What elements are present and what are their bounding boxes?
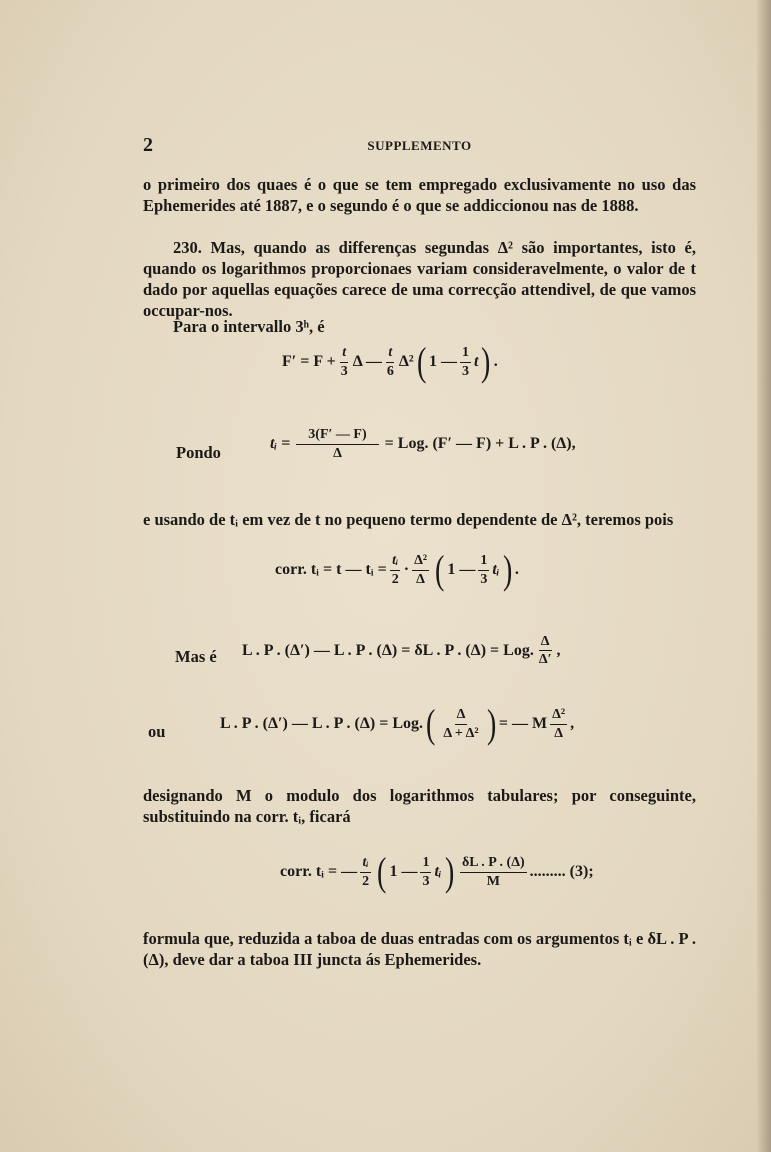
- f6-lparen: (: [377, 849, 387, 894]
- f3-rparen: ): [502, 547, 512, 592]
- f6-eq: ......... (3);: [529, 863, 594, 880]
- formula-corr-3: [280, 849, 594, 894]
- f6-num3: δL . P . (Δ): [460, 855, 527, 872]
- paragraph-230: 230. Mas, quando as differenças segundas Δ² são importantes, isto é, quando os logarithmos proporcionaes variam consideravelmente, o valor de t dado por aquellas equações carece de uma correcção attendivel, de que vamos occupar-nos.: [143, 238, 696, 320]
- f1-tail: t: [474, 353, 479, 370]
- paragraph-1: o primeiro dos quaes é o que se tem empregado exclusivamente no uso das Ephemerides até 1887, e o segundo é o que se addiccionou nas de 1888.: [143, 175, 696, 215]
- f3-lparen: (: [435, 547, 445, 592]
- f6-tail: tᵢ: [434, 863, 442, 880]
- page-number: 2: [143, 134, 153, 156]
- f5-lparen: (: [426, 701, 436, 746]
- f6-den3: M: [486, 873, 500, 889]
- f5-den2: Δ: [554, 725, 563, 741]
- formula-t-sub: [270, 427, 576, 462]
- formula-f-prime: F′ = F + $\frac{t}{3}$ Δ — $\frac{t}{6}$ Δ² ( 1 — $\frac{1}{3}$ t ) .: [282, 339, 498, 384]
- f1-frac-t6: [385, 345, 396, 379]
- f1-den3: 3: [462, 363, 469, 379]
- f1-lparen: (: [416, 339, 427, 384]
- f1-one-minus: 1 —: [429, 353, 457, 370]
- running-head: SUPPLEMENTO: [367, 138, 472, 153]
- f6-num2: 1: [420, 855, 431, 872]
- f5-frac: [441, 707, 480, 741]
- f6-num: tᵢ: [360, 855, 370, 872]
- paragraph-intervallo: Para o intervallo 3ʰ, é: [173, 317, 325, 336]
- f1-den2: 6: [386, 363, 394, 379]
- f6-frac-t2: [360, 855, 371, 889]
- f5-num2: Δ²: [550, 707, 567, 724]
- f3-num2: Δ²: [412, 553, 429, 570]
- f3-one-minus: 1 —: [447, 561, 476, 578]
- f2-lhs: tᵢ =: [270, 435, 291, 453]
- f6-frac-lp: [460, 855, 527, 889]
- f4-lhs: L . P . (Δ′) — L . P . (Δ) = δL . P . (Δ) = Log.: [242, 641, 534, 659]
- f1-num: t: [340, 345, 348, 362]
- label-mas-e: Mas é: [175, 647, 217, 666]
- f3-tail: tᵢ: [492, 561, 500, 578]
- f5-mid: = — M: [498, 715, 548, 732]
- f5-rparen: ): [486, 701, 496, 746]
- f2-den: Δ: [333, 446, 342, 462]
- f3-frac-d: [412, 553, 429, 587]
- f4-frac: [537, 634, 554, 668]
- f3-frac-t2: [390, 553, 401, 587]
- f6-den2: 3: [422, 873, 430, 889]
- f3-lhs: corr. tᵢ = t — tᵢ =: [275, 561, 387, 578]
- f6-den: 2: [362, 873, 370, 889]
- f6-rparen: ): [444, 849, 454, 894]
- f5-den: Δ + Δ²: [443, 725, 479, 741]
- label-ou: ou: [148, 722, 166, 741]
- f1-num3: 1: [460, 345, 471, 362]
- f1-delta2: Δ²: [398, 353, 414, 370]
- f4-num: Δ: [539, 634, 552, 651]
- f6-frac-13: [420, 855, 431, 889]
- f1-lhs: F′ = F +: [282, 353, 336, 370]
- f5-frac2: [550, 707, 567, 741]
- f1-frac-13: [460, 345, 471, 379]
- f1-delta: Δ —: [352, 353, 382, 370]
- f6-lhs: corr. tᵢ = —: [280, 863, 358, 880]
- f6-one-minus: 1 —: [389, 863, 418, 880]
- f1-den: 3: [340, 363, 348, 379]
- f3-den2: Δ: [416, 571, 425, 587]
- f1-num2: t: [386, 345, 394, 362]
- page-edge: [757, 0, 771, 1152]
- f2-num: 3(F′ — F): [296, 427, 378, 445]
- f3-num: tᵢ: [390, 553, 400, 570]
- label-pondo: Pondo: [176, 443, 221, 462]
- f1-frac-t3: [339, 345, 350, 379]
- formula-corr-1: corr. tᵢ = t — tᵢ = $\frac{\text{tᵢ}}{2}$ · $\frac{\text{Δ²}}{\Delta}$ ( 1 — $\frac{1}{3}$ tᵢ ) .: [275, 547, 519, 592]
- f4-den: Δ′: [538, 652, 552, 668]
- paragraph-designando: designando M o modulo dos logarithmos tabulares; por conseguinte, substituindo na corr. tᵢ, ficará: [143, 786, 696, 826]
- paragraph-formula-que: formula que, reduzida a taboa de duas entradas com os argumentos tᵢ e δL . P . (Δ), deve dar a taboa III juncta ás Ephemerides.: [143, 929, 696, 969]
- f3-frac-13: [478, 553, 489, 587]
- formula-log-modulo: L . P . (Δ′) — L . P . (Δ) = Log. ( $\frac{\Delta}{\text{Δ + Δ²}}$ ) = — M $\frac{\text{Δ²}}{\Delta}$ ,: [220, 701, 575, 746]
- paragraph-usando: e usando de tᵢ em vez de t no pequeno termo dependente de Δ², teremos pois: [143, 510, 674, 529]
- f1-rparen: ): [481, 339, 491, 384]
- f3-den: 2: [391, 571, 399, 587]
- formula-delta-lp: L . P . (Δ′) — L . P . (Δ) = δL . P . (Δ) = Log. $\frac{\Delta}{\Delta'}$ ,: [242, 634, 561, 668]
- f2-frac: [296, 427, 378, 462]
- f3-den3: 3: [480, 571, 488, 587]
- page-header: [143, 134, 696, 158]
- f3-num3: 1: [478, 553, 489, 570]
- f5-lhs: L . P . (Δ′) — L . P . (Δ) = Log.: [220, 715, 424, 732]
- f5-num: Δ: [455, 707, 468, 724]
- f2-rhs: = Log. (F′ — F) + L . P . (Δ),: [384, 435, 576, 453]
